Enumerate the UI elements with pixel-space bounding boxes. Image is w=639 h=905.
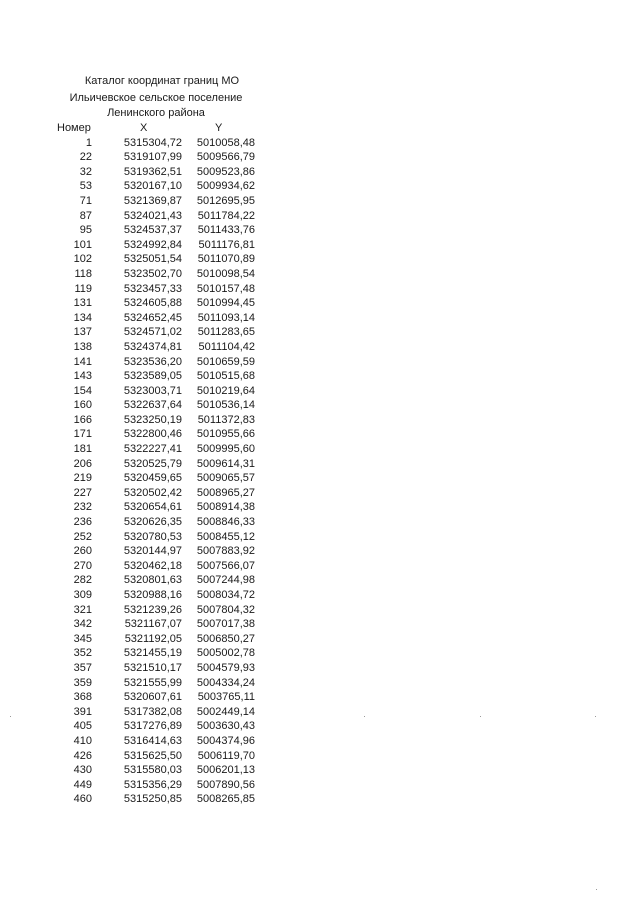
table-row: [0, 719, 639, 734]
cell-y: 5011372,83: [197, 413, 255, 426]
cell-y: 5012695,95: [196, 194, 255, 207]
table-row: [0, 500, 639, 515]
cell-y: 5008265,85: [196, 793, 255, 806]
cell-x: 5325051,54: [123, 253, 182, 266]
cell-y: 5010157,48: [196, 282, 255, 295]
cell-y: 5005002,78: [196, 647, 255, 660]
table-row: [0, 734, 639, 749]
cell-x: 5324021,43: [123, 209, 182, 222]
cell-x: 5324374,81: [123, 340, 182, 353]
cell-number: 449: [73, 778, 92, 791]
cell-y: 5003630,43: [196, 720, 255, 733]
cell-y: 5007890,56: [196, 778, 255, 791]
table-row: [0, 661, 639, 676]
cell-y: 5007883,92: [196, 545, 255, 558]
cell-number: 141: [73, 355, 92, 368]
table-row: [0, 632, 639, 647]
cell-y: 5007017,38: [196, 618, 255, 631]
cell-x: 5320462,18: [123, 559, 182, 572]
cell-y: 5006119,70: [197, 749, 255, 762]
table-header-row: [0, 121, 639, 136]
cell-y: 5004579,93: [196, 661, 255, 674]
cell-y: 5008455,12: [196, 530, 255, 543]
cell-number: 118: [74, 267, 92, 280]
cell-x: 5320167,10: [123, 180, 182, 193]
cell-x: 5320801,63: [123, 574, 182, 587]
table-row: [0, 296, 639, 311]
cell-number: 426: [73, 749, 92, 762]
table-row: [0, 690, 639, 705]
table-row: [0, 749, 639, 764]
table-row: [0, 763, 639, 778]
table-row: [0, 705, 639, 720]
cell-number: 227: [73, 486, 92, 499]
cell-x: 5323536,20: [123, 355, 182, 368]
cell-x: 5316414,63: [123, 734, 182, 747]
cell-x: 5320780,53: [123, 530, 182, 543]
cell-number: 270: [73, 559, 92, 572]
table-row: [0, 252, 639, 267]
table-row: [0, 792, 639, 807]
cell-y: 5010994,45: [196, 297, 255, 310]
cell-y: 5007804,32: [196, 603, 255, 616]
cell-y: 5009614,31: [196, 457, 255, 470]
cell-number: 138: [73, 340, 92, 353]
cell-x: 5320459,65: [123, 472, 182, 485]
cell-y: 5006850,27: [196, 632, 255, 645]
table-row: [0, 544, 639, 559]
cell-y: 5010659,59: [196, 355, 255, 368]
cell-x: 5315580,03: [123, 764, 182, 777]
cell-y: 5003765,11: [197, 691, 255, 704]
cell-number: 368: [73, 691, 92, 704]
cell-number: 181: [73, 443, 92, 456]
document-title-line-3: Ленинского района: [107, 107, 205, 119]
cell-x: 5319107,99: [123, 151, 182, 164]
cell-y: 5011176,81: [198, 238, 255, 251]
cell-x: 5319362,51: [123, 165, 182, 178]
cell-x: 5321239,26: [123, 603, 182, 616]
cell-y: 5008034,72: [196, 589, 255, 601]
cell-x: 5323502,70: [123, 267, 182, 280]
cell-y: 5011283,65: [197, 326, 255, 339]
cell-number: 101: [73, 238, 92, 251]
cell-x: 5321192,05: [124, 632, 182, 645]
cell-x: 5320607,61: [123, 691, 182, 704]
cell-x: 5321167,07: [124, 618, 182, 631]
cell-y: 5009523,86: [196, 165, 255, 178]
cell-x: 5315625,50: [123, 749, 182, 762]
table-row: [0, 676, 639, 691]
cell-y: 5008914,38: [196, 501, 255, 514]
cell-x: 5315304,72: [123, 136, 182, 149]
cell-y: 5010219,64: [196, 384, 255, 397]
table-row: [0, 282, 639, 297]
cell-x: 5320502,42: [123, 486, 182, 499]
cell-y: 5009566,79: [196, 151, 255, 164]
table-row: [0, 588, 639, 603]
cell-number: 405: [73, 720, 92, 733]
cell-number: 87: [79, 209, 92, 222]
table-row: [0, 573, 639, 588]
column-header-y: Y: [215, 122, 223, 134]
cell-x: 5322800,46: [123, 428, 182, 441]
cell-number: 357: [73, 661, 92, 674]
cell-y: 5008846,33: [196, 516, 255, 529]
table-row: [0, 238, 639, 253]
table-row: [0, 515, 639, 530]
document-title-line-2: Ильичевское сельское поселение: [69, 92, 243, 104]
cell-x: 5322637,64: [123, 399, 182, 412]
scan-speck: [595, 716, 596, 717]
table-row: [0, 486, 639, 501]
scan-speck: [596, 889, 597, 890]
cell-number: 53: [79, 180, 92, 193]
cell-x: 5317276,89: [123, 720, 182, 733]
cell-x: 5315250,85: [123, 793, 182, 806]
cell-x: 5322227,41: [123, 443, 182, 456]
scan-speck: [480, 716, 481, 717]
cell-y: 5009995,60: [196, 443, 255, 456]
cell-y: 5011104,42: [198, 340, 255, 353]
cell-x: 5321510,17: [123, 661, 182, 674]
cell-y: 5004374,96: [196, 734, 255, 747]
cell-y: 5009065,57: [196, 472, 255, 485]
cell-x: 5321369,87: [123, 194, 182, 207]
scan-speck: [364, 716, 365, 717]
coordinate-table: [0, 121, 639, 807]
cell-x: 5323003,71: [123, 384, 182, 397]
cell-number: 410: [73, 734, 92, 747]
cell-y: 5004334,24: [196, 676, 255, 689]
table-row: [0, 778, 639, 793]
cell-number: 352: [73, 647, 92, 660]
table-row: [0, 340, 639, 355]
cell-number: 166: [73, 413, 92, 426]
table-row: [0, 559, 639, 574]
table-row: [0, 223, 639, 238]
table-row: [0, 179, 639, 194]
cell-x: 5324537,37: [123, 224, 182, 237]
cell-x: 5323250,19: [123, 413, 182, 426]
table-row: [0, 325, 639, 340]
cell-number: 171: [73, 428, 92, 441]
cell-number: 154: [73, 384, 92, 397]
cell-number: 1: [85, 136, 92, 149]
table-row: [0, 267, 639, 282]
table-row: [0, 311, 639, 326]
cell-number: 206: [73, 457, 92, 470]
cell-y: 5011093,14: [197, 311, 255, 324]
cell-x: 5320988,16: [123, 589, 182, 601]
cell-y: 5007566,07: [196, 559, 255, 572]
table-row: [0, 209, 639, 224]
cell-number: 321: [73, 603, 92, 616]
cell-number: 232: [73, 501, 92, 514]
cell-number: 134: [73, 311, 92, 324]
cell-number: 359: [73, 676, 92, 689]
cell-x: 5324571,02: [123, 326, 182, 339]
cell-number: 137: [73, 326, 92, 339]
column-header-x: X: [140, 122, 148, 134]
cell-y: 5010098,54: [196, 267, 255, 280]
cell-y: 5011433,76: [197, 224, 255, 237]
table-row: [0, 457, 639, 472]
table-row: [0, 384, 639, 399]
cell-y: 5006201,13: [196, 764, 255, 777]
cell-x: 5320626,35: [123, 516, 182, 529]
cell-y: 5009934,62: [196, 180, 255, 193]
cell-number: 342: [73, 618, 92, 631]
cell-number: 430: [73, 764, 92, 777]
cell-number: 460: [73, 793, 92, 806]
table-row: [0, 369, 639, 384]
cell-number: 131: [73, 297, 92, 310]
cell-x: 5320654,61: [123, 501, 182, 514]
cell-number: 119: [74, 282, 92, 295]
cell-number: 22: [79, 151, 92, 164]
cell-x: 5320144,97: [123, 545, 182, 558]
cell-x: 5321555,99: [123, 676, 182, 689]
table-row: [0, 194, 639, 209]
cell-number: 236: [73, 516, 92, 529]
table-row: [0, 617, 639, 632]
table-row: [0, 442, 639, 457]
cell-number: 309: [73, 589, 92, 601]
table-row: [0, 413, 639, 428]
cell-x: 5315356,29: [123, 778, 182, 791]
table-row: [0, 398, 639, 413]
cell-number: 345: [73, 632, 92, 645]
cell-number: 160: [73, 399, 92, 412]
cell-x: 5323589,05: [123, 370, 182, 383]
table-row: [0, 355, 639, 370]
table-row: [0, 646, 639, 661]
cell-number: 391: [73, 705, 92, 718]
cell-y: 5010536,14: [196, 399, 255, 412]
cell-number: 32: [79, 165, 92, 178]
cell-y: 5011784,22: [197, 209, 255, 222]
cell-x: 5324652,45: [123, 311, 182, 324]
cell-y: 5010058,48: [196, 136, 255, 149]
table-row: [0, 471, 639, 486]
cell-y: 5008965,27: [196, 486, 255, 499]
document-title-line-1: Каталог координат границ МО: [84, 75, 240, 87]
scan-speck: [10, 716, 11, 717]
cell-number: 219: [73, 472, 92, 485]
cell-number: 102: [73, 253, 92, 266]
cell-number: 143: [73, 370, 92, 383]
cell-x: 5324605,88: [123, 297, 182, 310]
cell-number: 252: [73, 530, 92, 543]
table-row: [0, 150, 639, 165]
cell-x: 5323457,33: [123, 282, 182, 295]
cell-y: 5010955,66: [196, 428, 255, 441]
cell-number: 282: [73, 574, 92, 587]
cell-y: 5002449,14: [196, 705, 255, 718]
cell-number: 95: [79, 224, 92, 237]
table-row: [0, 603, 639, 618]
column-header-number: Номер: [57, 122, 91, 134]
cell-number: 71: [79, 194, 92, 207]
table-row: [0, 427, 639, 442]
cell-y: 5011070,89: [197, 253, 255, 266]
cell-y: 5007244,98: [196, 574, 255, 587]
cell-y: 5010515,68: [196, 370, 255, 383]
cell-x: 5320525,79: [123, 457, 182, 470]
cell-x: 5317382,08: [123, 705, 182, 718]
cell-x: 5324992,84: [123, 238, 182, 251]
cell-x: 5321455,19: [123, 647, 182, 660]
cell-number: 260: [73, 545, 92, 558]
table-row: [0, 530, 639, 545]
table-row: [0, 165, 639, 180]
table-row: [0, 136, 639, 151]
